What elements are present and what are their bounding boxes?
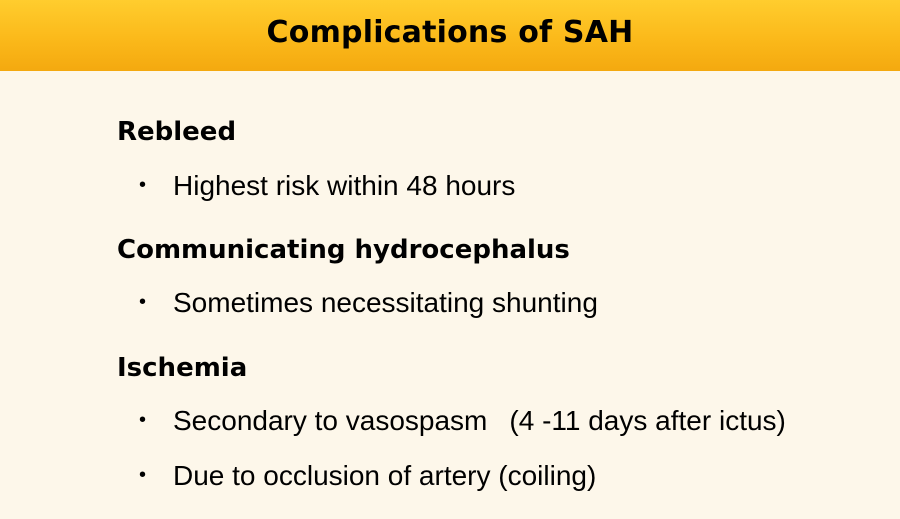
section-heading-ischemia: Ischemia [117, 353, 248, 383]
section-heading-hydrocephalus: Communicating hydrocephalus [117, 235, 570, 265]
bullet-text: Highest risk within 48 hours [173, 170, 516, 201]
bullet-text: Due to occlusion of artery (coiling) [173, 460, 597, 491]
bullet-text: Sometimes necessitating shunting [173, 287, 598, 318]
slide-title: Complications of SAH [266, 15, 634, 50]
bullet-item [139, 172, 515, 200]
bullet-item [139, 407, 786, 435]
bullet-icon: • [139, 174, 147, 196]
bullet-icon: • [139, 464, 147, 486]
bullet-item [139, 289, 598, 317]
bullet-note: (4 -11 days after ictus) [509, 405, 786, 436]
bullet-icon: • [139, 409, 147, 431]
section-heading-rebleed: Rebleed [117, 117, 237, 147]
bullet-text: Secondary to vasospasm [173, 405, 488, 436]
bullet-icon: • [139, 291, 147, 313]
bullet-item [139, 462, 596, 490]
